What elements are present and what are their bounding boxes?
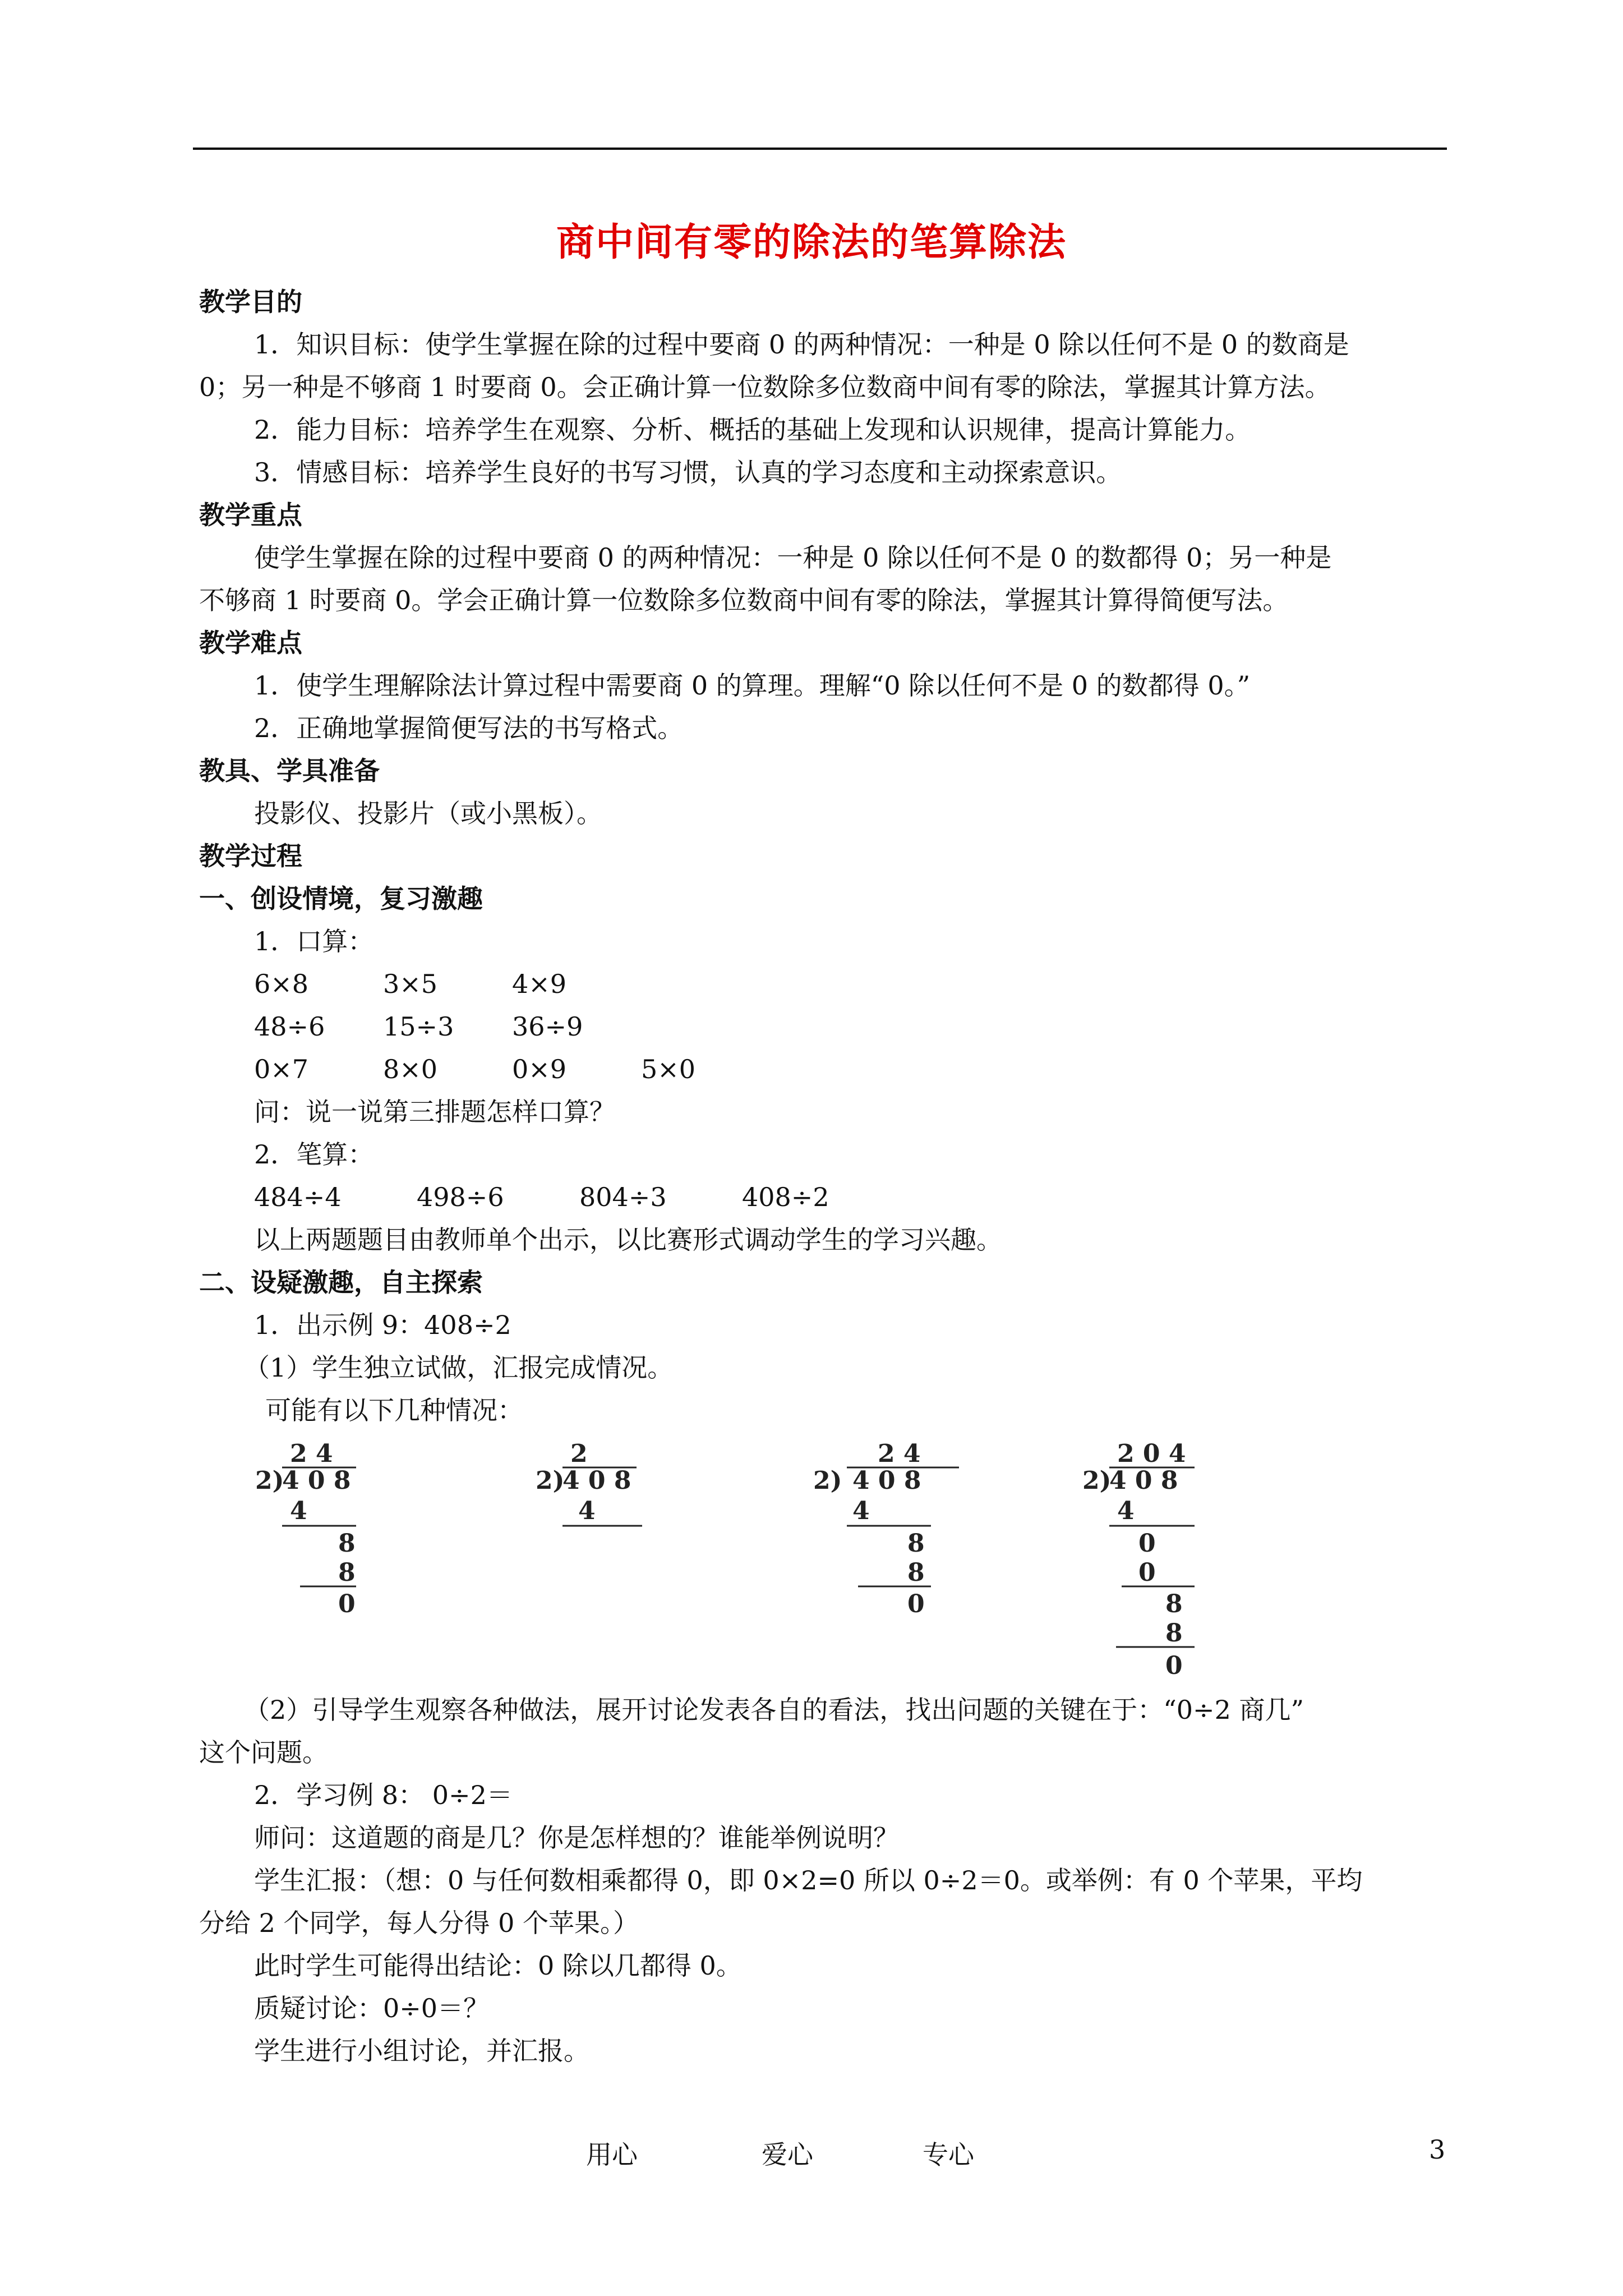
expression: 5×0 (641, 1054, 696, 1084)
paragraph: 0；另一种是不够商 1 时要商 0。会正确计算一位数除多位数商中间有零的除法，掌握其计算方法。 (199, 372, 1331, 402)
paragraph: 以上两题题目由教师单个出示，以比赛形式调动学生的学习兴趣。 (254, 1225, 1002, 1255)
paragraph: 分给 2 个同学，每人分得 0 个苹果。） (199, 1908, 639, 1938)
quotient: 2 4 (878, 1439, 921, 1468)
step: 8 (338, 1558, 356, 1587)
long-division-figures (199, 1436, 1444, 1683)
expression: 804÷3 (579, 1182, 667, 1212)
step: 4 (852, 1497, 870, 1525)
divisor: 2) (813, 1466, 842, 1495)
header-rule (193, 148, 1447, 150)
step: 8 (338, 1529, 356, 1558)
step: 0 (1138, 1558, 1156, 1587)
footer-text: 用心 (586, 2139, 638, 2170)
paragraph: 2．能力目标：培养学生在观察、分析、概括的基础上发现和认识规律，提高计算能力。 (254, 415, 1251, 445)
section-heading-part2: 二、设疑激趣，自主探索 (199, 1267, 483, 1297)
paragraph: 1．出示例 9：408÷2 (254, 1310, 511, 1340)
paragraph: 2．学习例 8： 0÷2＝ (254, 1780, 513, 1810)
step: 8 (1165, 1619, 1183, 1648)
expression: 498÷6 (417, 1182, 504, 1212)
paragraph: 这个问题。 (199, 1737, 328, 1768)
step: 0 (1138, 1529, 1156, 1558)
dividend: 4 0 8 (562, 1466, 631, 1495)
paragraph: 可能有以下几种情况： (265, 1395, 523, 1425)
expression: 6×8 (254, 969, 309, 999)
expression: 3×5 (383, 969, 438, 999)
paragraph: 投影仪、投影片（或小黑板）。 (254, 798, 602, 829)
paragraph: 师问：这道题的商是几？你是怎样想的？谁能举例说明？ (254, 1823, 899, 1853)
paragraph: 1．口算： (254, 926, 374, 956)
divisor: 2) (255, 1466, 284, 1495)
expression: 0×9 (512, 1054, 567, 1084)
section-heading-difficulty: 教学难点 (199, 628, 302, 658)
dividend: 4 0 8 (852, 1466, 921, 1495)
paragraph: 此时学生可能得出结论：0 除以几都得 0。 (254, 1950, 742, 1981)
step: 8 (907, 1529, 925, 1558)
expression: 484÷4 (254, 1182, 342, 1212)
oral-row-2 (199, 1005, 1444, 1048)
footer-text: 爱心 (762, 2139, 813, 2170)
dividend: 4 0 8 (1109, 1466, 1178, 1495)
divisor: 2) (1082, 1466, 1112, 1495)
section-heading-goals: 教学目的 (199, 287, 302, 317)
paragraph: （1）学生独立试做，汇报完成情况。 (244, 1352, 674, 1383)
paragraph: 学生进行小组讨论，并汇报。 (254, 2036, 589, 2066)
quotient: 2 (570, 1439, 588, 1468)
page-title: 商中间有零的除法的笔算除法 (556, 220, 1067, 265)
long-division-1 (255, 1436, 390, 1627)
expression: 15÷3 (383, 1011, 454, 1042)
section-heading-process: 教学过程 (199, 841, 302, 871)
long-division-2 (536, 1436, 670, 1548)
step: 0 (1165, 1651, 1183, 1680)
expression: 36÷9 (512, 1011, 583, 1042)
paragraph: （2）引导学生观察各种做法，展开讨论发表各自的看法，找出问题的关键在于：“0÷2 商几” (244, 1695, 1304, 1725)
paragraph: 2．正确地掌握简便写法的书写格式。 (254, 713, 684, 743)
oral-row-1 (199, 963, 1444, 1005)
step: 8 (907, 1558, 925, 1587)
quotient: 2 0 4 (1117, 1439, 1186, 1468)
paragraph: 1．使学生理解除法计算过程中需要商 0 的算理。理解“0 除以任何不是 0 的数都得 0。” (254, 670, 1251, 701)
paragraph: 学生汇报：（想：0 与任何数相乘都得 0，即 0×2=0 所以 0÷2＝0。或举例：有 0 个苹果，平均 (254, 1865, 1363, 1895)
footer-text: 专心 (923, 2139, 974, 2170)
step: 4 (290, 1497, 307, 1525)
page-number: 3 (1429, 2134, 1446, 2165)
paragraph: 问：说一说第三排题怎样口算？ (254, 1097, 615, 1127)
expression: 8×0 (383, 1054, 438, 1084)
expression: 408÷2 (742, 1182, 829, 1212)
paragraph: 质疑讨论：0÷0＝？ (254, 1993, 490, 2023)
section-heading-part1: 一、创设情境，复习激趣 (199, 884, 483, 914)
long-division-3 (813, 1436, 981, 1627)
dividend: 4 0 8 (282, 1466, 351, 1495)
step: 8 (1165, 1590, 1183, 1618)
paragraph: 1．知识目标：使学生掌握在除的过程中要商 0 的两种情况：一种是 0 除以任何不是 0 的数商是 (254, 329, 1349, 360)
written-row (199, 1176, 1444, 1218)
section-heading-key: 教学重点 (199, 500, 302, 530)
oral-row-3 (199, 1048, 1444, 1091)
expression: 4×9 (512, 969, 567, 999)
divisor: 2) (536, 1466, 565, 1495)
section-heading-tools: 教具、学具准备 (199, 756, 380, 786)
expression: 0×7 (254, 1054, 309, 1084)
long-division-4 (1082, 1436, 1228, 1683)
step: 0 (338, 1590, 356, 1618)
expression: 48÷6 (254, 1011, 325, 1042)
step: 0 (907, 1590, 925, 1618)
step: 4 (1117, 1497, 1135, 1525)
step: 4 (578, 1497, 596, 1525)
quotient: 2 4 (290, 1439, 333, 1468)
paragraph: 3．情感目标：培养学生良好的书写习惯，认真的学习态度和主动探索意识。 (254, 457, 1122, 487)
paragraph: 使学生掌握在除的过程中要商 0 的两种情况：一种是 0 除以任何不是 0 的数都得 0；另一种是 (254, 542, 1332, 573)
paragraph: 2．笔算： (254, 1139, 374, 1170)
document-body (199, 280, 1444, 2072)
paragraph: 不够商 1 时要商 0。学会正确计算一位数除多位数商中间有零的除法，掌握其计算得简便写法。 (199, 585, 1289, 615)
